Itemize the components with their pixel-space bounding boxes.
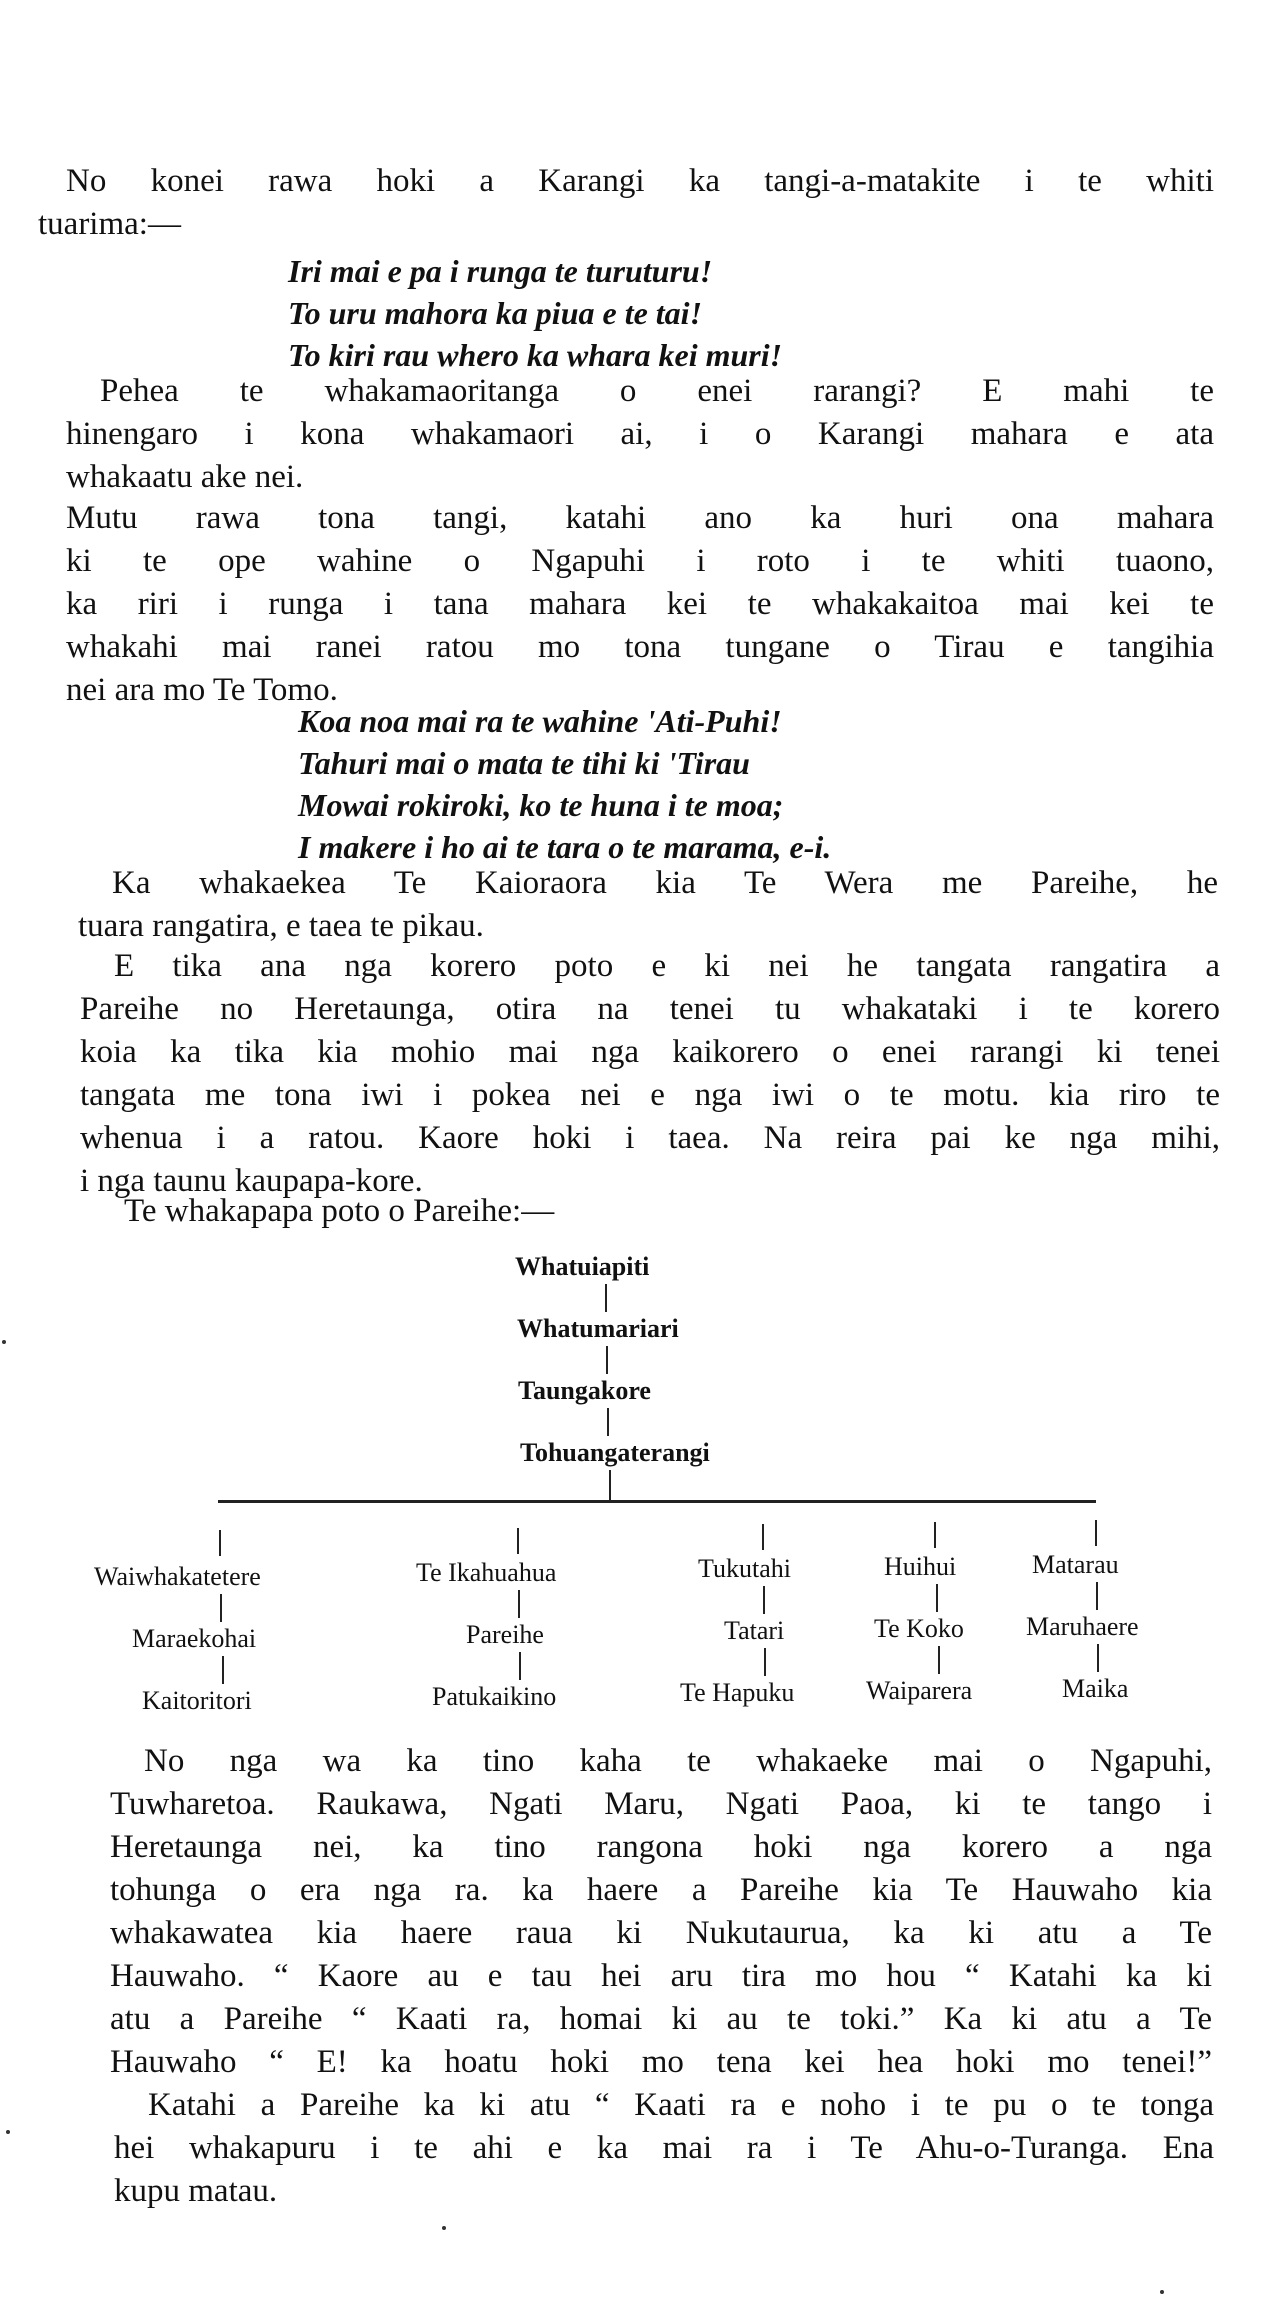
genealogy-branch-name: Tukutahi — [698, 1554, 791, 1583]
text-line: Tuwharetoa. Raukawa, Ngati Maru, Ngati Paoa, ki te tango i — [110, 1786, 1212, 1822]
genealogy-connector — [607, 1408, 609, 1436]
verse-line: To uru mahora ka piua e te tai! — [288, 295, 703, 331]
scan-speck — [442, 2226, 446, 2230]
genealogy-connector — [605, 1284, 607, 1312]
genealogy-connector — [762, 1524, 764, 1550]
genealogy-connector — [609, 1470, 611, 1500]
text-line: whenua i a ratou. Kaore hoki i taea. Na reira pai ke nga mihi, — [80, 1120, 1220, 1156]
genealogy-connector — [763, 1586, 765, 1614]
genealogy-connector — [764, 1648, 766, 1676]
text-line: whakahi mai ranei ratou mo tona tungane o Tirau e tangihia — [66, 629, 1214, 665]
text-line: koia ka tika kia mohio mai nga kaikorero o enei rarangi ki tenei — [80, 1034, 1220, 1070]
paragraph-7 — [110, 1740, 1212, 2084]
text-line: Mutu rawa tona tangi, katahi ano ka huri ona mahara — [66, 500, 1214, 536]
genealogy-branch-bar — [218, 1500, 1096, 1503]
genealogy-connector — [220, 1594, 222, 1622]
text-line: Heretaunga nei, ka tino rangona hoki nga korero a nga — [110, 1829, 1212, 1865]
genealogy-branch-name: Pareihe — [466, 1620, 544, 1649]
paragraph-2 — [66, 370, 1214, 499]
genealogy-branch-name: Kaitoritori — [142, 1686, 252, 1715]
text-line: Katahi a Pareihe ka ki atu “ Kaati ra e noho i te pu o te tonga — [148, 2087, 1214, 2123]
paragraph-1 — [38, 160, 1214, 246]
paragraph-3 — [66, 497, 1214, 712]
genealogy-branch-name: Tatari — [724, 1616, 785, 1645]
verse-line: I makere i ho ai te tara o te marama, e-i. — [298, 829, 832, 865]
text-line: atu a Pareihe “ Kaati ra, homai ki au te toki.” Ka ki atu a Te — [110, 2001, 1212, 2037]
genealogy-branch-name: Maika — [1062, 1674, 1129, 1703]
text-line: whakawatea kia haere raua ki Nukutaurua, ka ki atu a Te — [110, 1915, 1212, 1951]
text-line: ki te ope wahine o Ngapuhi i roto i te whiti tuaono, — [66, 543, 1214, 579]
text-line: tohunga o era nga ra. ka haere a Pareihe kia Te Hauwaho kia — [110, 1872, 1212, 1908]
genealogy-connector — [1096, 1582, 1098, 1610]
genealogy-connector — [519, 1652, 521, 1680]
genealogy-branch-name: Maraekohai — [132, 1624, 257, 1653]
verse-line: Tahuri mai o mata te tihi ki 'Tirau — [298, 745, 750, 781]
genealogy-connector — [606, 1346, 608, 1374]
genealogy-connector — [1097, 1644, 1099, 1672]
genealogy-trunk-name: Taungakore — [518, 1376, 651, 1405]
text-line: ka riri i runga i tana mahara kei te whakakaitoa mai kei te — [66, 586, 1214, 622]
genealogy-trunk-name: Whatumariari — [517, 1314, 679, 1343]
genealogy-connector — [518, 1590, 520, 1618]
genealogy-branch-name: Te Ikahuahua — [416, 1558, 557, 1587]
paragraph-5 — [80, 945, 1220, 1203]
paragraph-6 — [124, 1190, 924, 1233]
verse-line: Koa noa mai ra te wahine 'Ati-Puhi! — [298, 703, 782, 739]
genealogy-trunk-name: Whatuiapiti — [515, 1252, 650, 1281]
text-line: E tika ana nga korero poto e ki nei he tangata rangatira a — [114, 948, 1220, 984]
text-line: whakaatu ake nei. — [66, 459, 304, 495]
text-line: hei whakapuru i te ahi e ka mai ra i Te Ahu-o-Turanga. Ena — [114, 2130, 1214, 2166]
genealogy-connector — [222, 1656, 224, 1684]
text-line: Te whakapapa poto o Pareihe:— — [124, 1193, 555, 1229]
text-line: Pehea te whakamaoritanga o enei rarangi? E mahi te — [100, 373, 1214, 409]
text-line: Hauwaho “ E! ka hoatu hoki mo tena kei hea hoki mo tenei!” — [110, 2044, 1212, 2080]
text-line: No nga wa ka tino kaha te whakaeke mai o Ngapuhi, — [144, 1743, 1212, 1779]
text-line: nei ara mo Te Tomo. — [66, 672, 338, 708]
genealogy-connector — [936, 1584, 938, 1612]
text-line: i nga taunu kaupapa-kore. — [80, 1163, 423, 1199]
verse-2 — [298, 700, 831, 868]
genealogy-branch-name: Waiwhakatetere — [94, 1562, 261, 1591]
verse-1 — [288, 250, 782, 376]
paragraph-4 — [78, 862, 1218, 948]
genealogy-branch-name: Waiparera — [866, 1676, 973, 1705]
text-line: Hauwaho. “ Kaore au e tau hei aru tira mo hou “ Katahi ka ki — [110, 1958, 1212, 1994]
text-line: tangata me tona iwi i pokea nei e nga iwi o te motu. kia riro te — [80, 1077, 1220, 1113]
genealogy-connector — [1095, 1520, 1097, 1546]
text-line: hinengaro i kona whakamaori ai, i o Karangi mahara e ata — [66, 416, 1214, 452]
scan-speck — [1160, 2290, 1164, 2294]
genealogy-branch-name: Maruhaere — [1026, 1612, 1139, 1641]
genealogy-connector — [219, 1530, 221, 1556]
paragraph-8 — [114, 2084, 1214, 2213]
genealogy-trunk-name: Tohuangaterangi — [520, 1438, 710, 1467]
genealogy-connector — [938, 1646, 940, 1674]
verse-line: Mowai rokiroki, ko te huna i te moa; — [298, 787, 784, 823]
genealogy-branch-name: Matarau — [1032, 1550, 1119, 1579]
genealogy-connector — [934, 1522, 936, 1548]
text-line: kupu matau. — [114, 2173, 278, 2209]
genealogy-branch-name: Patukaikino — [432, 1682, 557, 1711]
text-line: No konei rawa hoki a Karangi ka tangi-a-matakite i te whiti — [66, 163, 1214, 199]
text-line: tuarima:— — [38, 206, 181, 242]
scan-speck — [6, 2130, 10, 2134]
genealogy-branch-name: Te Koko — [874, 1614, 964, 1643]
verse-line: Iri mai e pa i runga te turuturu! — [288, 253, 713, 289]
verse-line: To kiri rau whero ka whara kei muri! — [288, 337, 783, 373]
genealogy-branch-name: Te Hapuku — [680, 1678, 795, 1707]
genealogy-branch-name: Huihui — [884, 1552, 957, 1581]
genealogy-connector — [517, 1528, 519, 1554]
text-line: Pareihe no Heretaunga, otira na tenei tu whakataki i te korero — [80, 991, 1220, 1027]
text-line: tuara rangatira, e taea te pikau. — [78, 908, 484, 944]
scan-speck — [2, 1340, 6, 1344]
text-line: Ka whakaekea Te Kaioraora kia Te Wera me Pareihe, he — [112, 865, 1218, 901]
